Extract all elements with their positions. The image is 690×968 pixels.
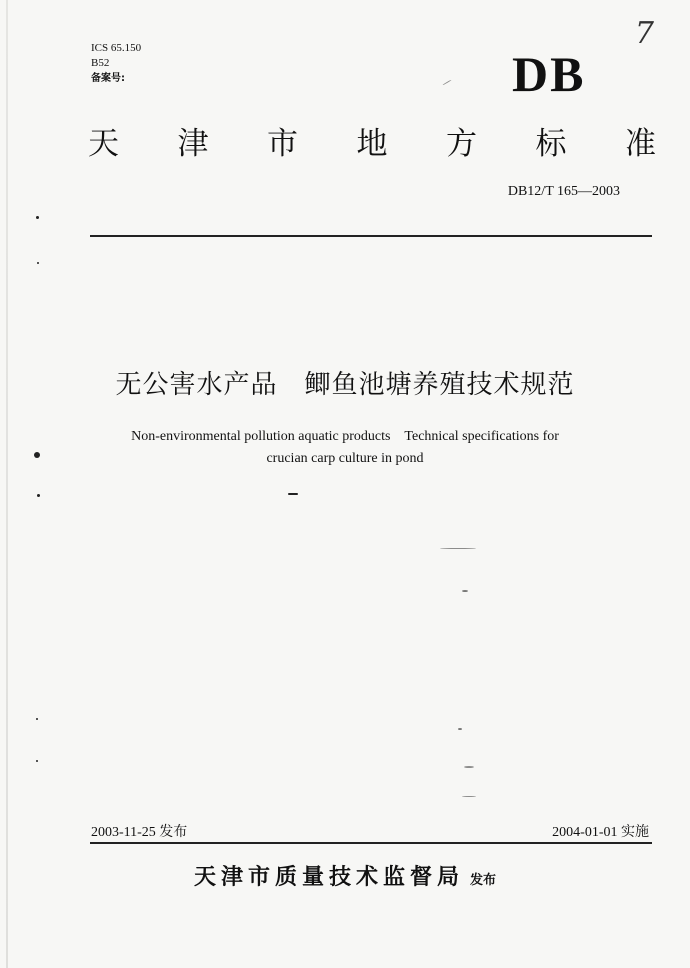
english-title bbox=[0, 426, 690, 470]
heading-char: 标 bbox=[535, 126, 567, 162]
scan-speck bbox=[458, 728, 462, 730]
scan-speck bbox=[462, 796, 476, 797]
heading-char: 津 bbox=[177, 126, 209, 162]
scan-speck bbox=[36, 718, 38, 720]
scan-speck bbox=[464, 766, 474, 768]
standard-type-heading bbox=[88, 124, 656, 164]
english-title-line-1: Non-environmental pollution aquatic products Technical specifications for bbox=[131, 429, 559, 444]
class-code: B52 bbox=[91, 57, 110, 69]
scan-speck bbox=[462, 590, 468, 592]
handwritten-page-mark: 7 bbox=[634, 16, 654, 51]
scan-edge-line bbox=[6, 0, 8, 968]
record-number-label: 备案号: bbox=[91, 73, 125, 84]
db-logo: DB bbox=[512, 46, 586, 102]
bottom-divider bbox=[90, 842, 652, 844]
issuer-name: 天津市质量技术监督局 bbox=[193, 865, 464, 890]
standard-metadata bbox=[91, 41, 141, 86]
scan-speck bbox=[36, 760, 38, 762]
scan-speck bbox=[288, 493, 298, 495]
heading-char: 市 bbox=[267, 126, 298, 162]
ics-code: ICS 65.150 bbox=[91, 42, 142, 54]
heading-char: 地 bbox=[356, 126, 388, 162]
heading-char: 天 bbox=[88, 126, 119, 162]
heading-char: 方 bbox=[446, 126, 477, 162]
scan-speck bbox=[440, 548, 476, 549]
scan-speck bbox=[37, 262, 39, 264]
issuing-authority bbox=[0, 860, 690, 891]
top-divider bbox=[90, 235, 652, 237]
issue-date: 2003-11-25 发布 bbox=[91, 825, 188, 840]
scan-speck bbox=[37, 494, 40, 497]
chinese-title: 无公害水产品 鲫鱼池塘养殖技术规范 bbox=[115, 370, 575, 400]
scan-speck bbox=[442, 80, 451, 86]
issuer-action: 发布 bbox=[470, 873, 497, 888]
scan-speck bbox=[36, 216, 39, 219]
heading-char: 准 bbox=[625, 126, 656, 162]
english-title-line-2: crucian carp culture in pond bbox=[266, 451, 424, 466]
standard-code: DB12/T 165—2003 bbox=[507, 184, 620, 199]
scan-speck bbox=[34, 452, 40, 458]
effective-date: 2004-01-01 实施 bbox=[552, 825, 649, 840]
